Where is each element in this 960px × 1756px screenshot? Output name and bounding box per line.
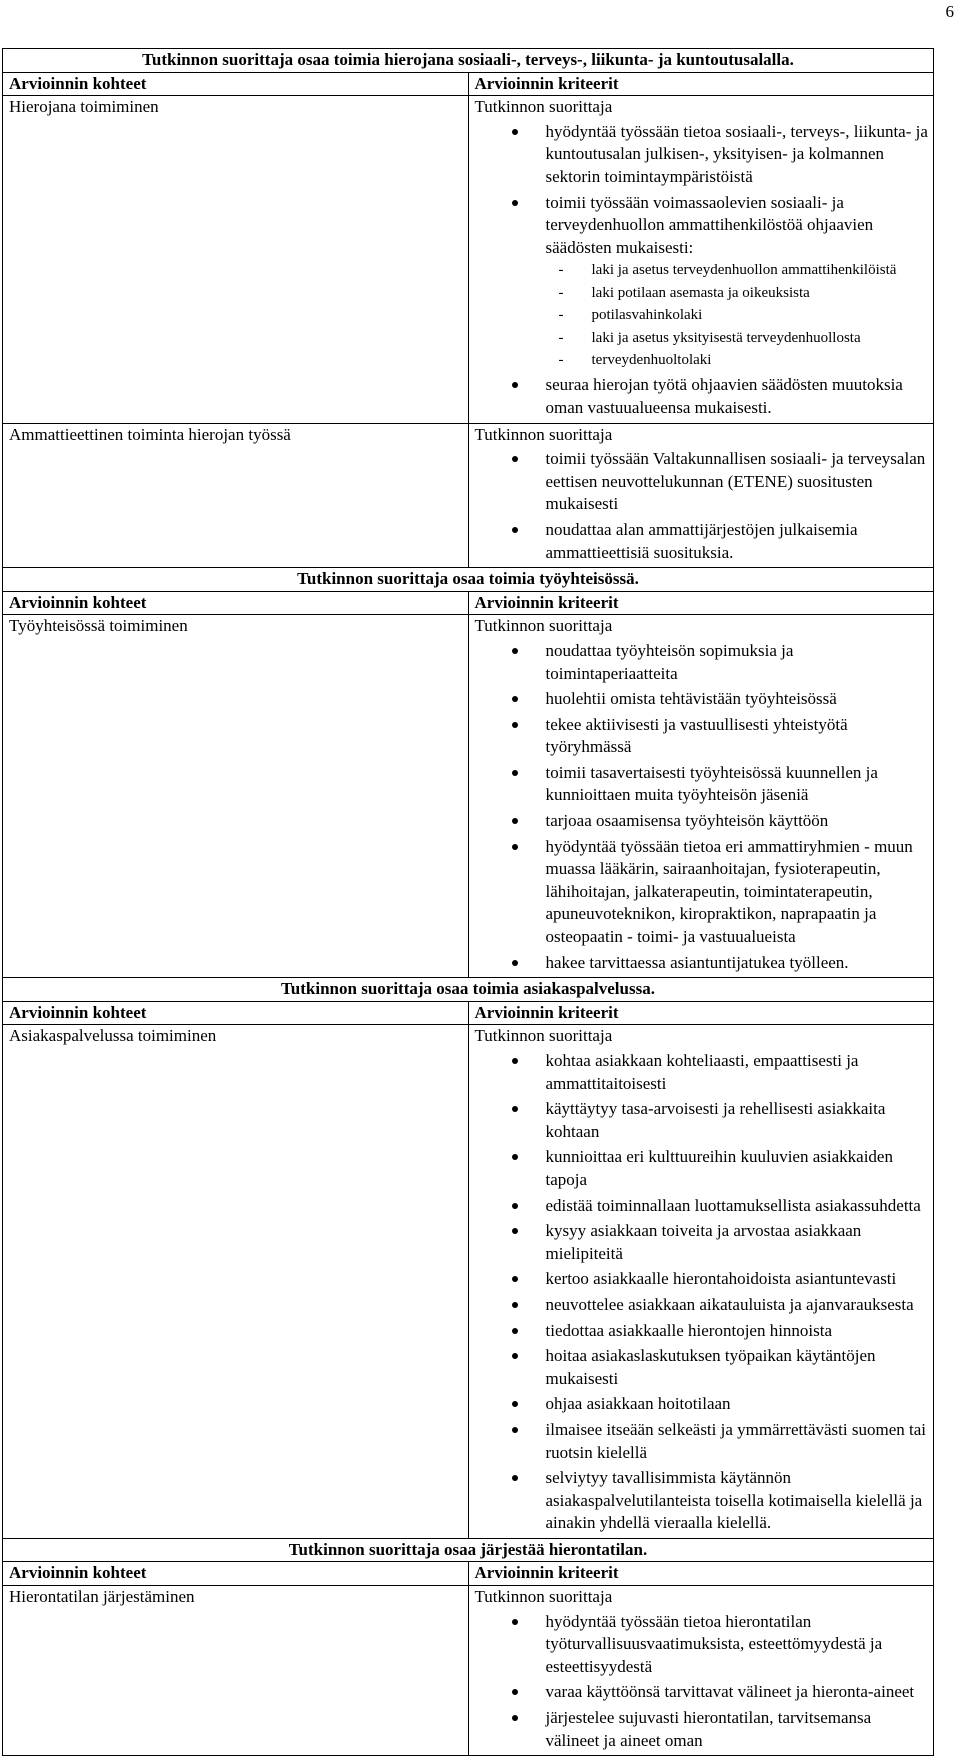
assessment-criteria: [468, 1586, 934, 1756]
bullet-icon: [512, 1401, 518, 1407]
assessment-criteria: [468, 615, 934, 978]
assessment-target: Hierontatilan järjestäminen: [3, 1586, 469, 1756]
criteria-item-text: ilmaisee itseään selkeästi ja ymmärrettävästi suomen tai ruotsin kielellä: [545, 1419, 926, 1462]
criteria-item-text: varaa käyttöönsä tarvittavat välineet ja hieronta-aineet: [545, 1682, 915, 1702]
bullet-icon: [512, 1328, 518, 1334]
criteria-item-text: noudattaa työyhteisön sopimuksia ja toimintaperiaatteita: [545, 640, 794, 683]
criteria-lead: Tutkinnon suorittaja: [474, 97, 613, 117]
page-number: 6: [945, 2, 954, 21]
criteria-item: [475, 1098, 934, 1143]
criteria-item: [475, 688, 934, 711]
criteria-item: [475, 448, 934, 516]
criteria-item: [475, 1320, 934, 1343]
criteria-item-text: toimii työssään voimassaolevien sosiaali- ja terveydenhuollon ammattihenkilöstöä ohjaavien säädösten mukaisesti:: [545, 192, 874, 257]
criteria-item-text: tiedottaa asiakkaalle hierontojen hinnoista: [545, 1320, 833, 1340]
criteria-list: [475, 1611, 934, 1753]
bullet-icon: [512, 1689, 518, 1695]
assessment-target: Asiakaspalvelussa toimiminen: [3, 1025, 469, 1538]
header-assessment-targets: Arvioinnin kohteet: [3, 72, 469, 96]
criteria-row: [3, 96, 934, 423]
bullet-icon: [512, 1475, 518, 1481]
criteria-item-text: hyödyntää työssään tietoa hierontatilan työturvallisuusvaatimuksista, esteettömyydestä ja esteettisyydestä: [545, 1611, 883, 1676]
criteria-item-text: kohtaa asiakkaan kohteliaasti, empaattisesti ja ammattitaitoisesti: [545, 1051, 859, 1093]
criteria-item-text: kertoo asiakkaalle hierontahoidoista asiantuntevasti: [545, 1269, 897, 1289]
bullet-icon: [512, 1106, 518, 1112]
law-item: [546, 259, 930, 281]
header-assessment-criteria: Arvioinnin kriteerit: [468, 591, 934, 615]
bullet-icon: [512, 200, 518, 206]
criteria-item: [475, 1707, 934, 1752]
bullet-icon: [512, 1427, 518, 1433]
criteria-lead: Tutkinnon suorittaja: [474, 616, 613, 636]
criteria-item: [475, 1467, 934, 1535]
criteria-item: [475, 1268, 934, 1291]
section-title-row: [3, 49, 934, 73]
criteria-item-text: hakee tarvittaessa asiantuntijatukea työlleen.: [545, 952, 849, 972]
bullet-icon: [512, 770, 518, 776]
bullet-icon: [512, 456, 518, 462]
dash-icon: -: [558, 262, 564, 279]
criteria-item-text: järjestelee sujuvasti hierontatilan, tarvitsemansa välineet ja aineet oman: [545, 1708, 872, 1750]
assessment-target: Työyhteisössä toimiminen: [3, 615, 469, 978]
criteria-item: [475, 1611, 934, 1679]
criteria-item: [475, 1294, 934, 1317]
bullet-icon: [512, 382, 518, 388]
assessment-target: Ammattieettinen toiminta hierojan työssä: [3, 423, 469, 568]
dash-icon: -: [558, 329, 564, 346]
criteria-item-text: neuvottelee asiakkaan aikatauluista ja ajanvarauksesta: [545, 1294, 914, 1314]
criteria-lead: Tutkinnon suorittaja: [474, 1026, 613, 1046]
law-item: [546, 327, 930, 349]
criteria-item: [475, 1220, 934, 1265]
criteria-item: [475, 714, 934, 759]
criteria-list: [475, 448, 934, 564]
criteria-item-text: seuraa hierojan työtä ohjaavien säädösten muutoksia oman vastuualueensa mukaisesti.: [545, 375, 903, 417]
criteria-item: [475, 1195, 934, 1218]
bullet-icon: [512, 1154, 518, 1160]
assessment-target: Hierojana toimiminen: [3, 96, 469, 423]
criteria-row: [3, 1586, 934, 1756]
law-item-text: laki potilaan asemasta ja oikeuksista: [591, 284, 810, 301]
section-title-row: [3, 1538, 934, 1562]
bullet-icon: [512, 527, 518, 533]
bullet-icon: [512, 960, 518, 966]
bullet-icon: [512, 1203, 518, 1209]
section-title-row: [3, 568, 934, 592]
header-row: [3, 1001, 934, 1025]
bullet-icon: [512, 696, 518, 702]
criteria-list: [475, 640, 934, 974]
criteria-lead: Tutkinnon suorittaja: [474, 1587, 613, 1607]
bullet-icon: [512, 648, 518, 654]
header-assessment-targets: Arvioinnin kohteet: [3, 1001, 469, 1025]
law-item-text: laki ja asetus yksityisestä terveydenhuollosta: [591, 329, 861, 346]
criteria-item: [475, 1146, 934, 1191]
criteria-item-text: selviytyy tavallisimmista käytännön asiakaspalvelutilanteista toisella kotimaisella kielellä ja ainakin yhdellä vieraalla kielellä.: [545, 1468, 923, 1533]
criteria-item-text: tekee aktiivisesti ja vastuullisesti yhteistyötä työryhmässä: [545, 714, 848, 757]
criteria-item: [475, 1050, 934, 1095]
law-item-text: terveydenhuoltolaki: [591, 351, 712, 368]
bullet-icon: [512, 844, 518, 850]
criteria-lead: Tutkinnon suorittaja: [474, 424, 613, 444]
criteria-item: [475, 640, 934, 685]
law-item: [546, 304, 930, 326]
criteria-item-text: tarjoaa osaamisensa työyhteisön käyttöön: [545, 811, 829, 831]
bullet-icon: [512, 1058, 518, 1064]
section-title: Tutkinnon suorittaja osaa toimia asiakaspalvelussa.: [3, 978, 934, 1002]
section-title: Tutkinnon suorittaja osaa toimia hierojana sosiaali-, terveys-, liikunta- ja kuntoutusalalla.: [3, 49, 934, 73]
bullet-icon: [512, 1276, 518, 1282]
criteria-item: [475, 192, 934, 372]
section-title-row: [3, 978, 934, 1002]
criteria-item-text: hyödyntää työssään tietoa sosiaali-, terveys-, liikunta- ja kuntoutusalan julkisen-, yksityisen- ja kolmannen sektorin toimintaympäristöistä: [545, 121, 928, 186]
bullet-icon: [512, 129, 518, 135]
dash-icon: -: [558, 284, 564, 301]
header-row: [3, 72, 934, 96]
criteria-table: [2, 48, 934, 1756]
criteria-item: [475, 374, 934, 419]
criteria-row: [3, 615, 934, 978]
criteria-item: [475, 1419, 934, 1464]
header-assessment-criteria: Arvioinnin kriteerit: [468, 1562, 934, 1586]
criteria-item-text: toimii työssään Valtakunnallisen sosiaali- ja terveysalan eettisen neuvottelukunnan (ETENE) suositusten mukaisesti: [545, 449, 926, 514]
criteria-item: [475, 121, 934, 189]
criteria-item-text: edistää toiminnallaan luottamuksellista asiakassuhdetta: [545, 1195, 921, 1215]
law-item-text: laki ja asetus terveydenhuollon ammattihenkilöistä: [591, 262, 897, 279]
header-row: [3, 1562, 934, 1586]
header-assessment-criteria: Arvioinnin kriteerit: [468, 1001, 934, 1025]
criteria-row: [3, 1025, 934, 1538]
criteria-item-text: käyttäytyy tasa-arvoisesti ja rehellisesti asiakkaita kohtaan: [545, 1099, 886, 1141]
bullet-icon: [512, 1353, 518, 1359]
criteria-item-text: hyödyntää työssään tietoa eri ammattiryhmien - muun muassa lääkärin, sairaanhoitajan, fysioterapeutin, lähihoitajan, jalkaterapeutin, toimintaterapeutin, apuneuvoteknikon, kiropraktikon, naprapaatin ja osteopaatin - toimi- ja vastuualueista: [545, 836, 913, 947]
assessment-criteria: [468, 96, 934, 423]
bullet-icon: [512, 1302, 518, 1308]
law-list: [546, 259, 930, 371]
criteria-item-text: hoitaa asiakaslaskutuksen työpaikan käytäntöjen mukaisesti: [545, 1346, 876, 1388]
criteria-item-text: huolehtii omista tehtävistään työyhteisössä: [545, 689, 837, 709]
criteria-item-text: noudattaa alan ammattijärjestöjen julkaisemia ammattieettisiä suosituksia.: [545, 519, 858, 562]
criteria-list: [475, 121, 934, 420]
criteria-list: [475, 1050, 934, 1535]
criteria-item: [475, 810, 934, 833]
bullet-icon: [512, 1228, 518, 1234]
bullet-icon: [512, 722, 518, 728]
criteria-item-text: ohjaa asiakkaan hoitotilaan: [545, 1394, 731, 1414]
criteria-item: [475, 836, 934, 949]
criteria-item: [475, 1393, 934, 1416]
criteria-item: [475, 519, 934, 564]
criteria-item: [475, 1681, 934, 1704]
bullet-icon: [512, 1715, 518, 1721]
bullet-icon: [512, 818, 518, 824]
assessment-criteria: [468, 1025, 934, 1538]
dash-icon: -: [558, 351, 564, 368]
criteria-row: [3, 423, 934, 568]
criteria-item: [475, 762, 934, 807]
dash-icon: -: [558, 307, 564, 324]
section-title: Tutkinnon suorittaja osaa järjestää hierontatilan.: [3, 1538, 934, 1562]
header-assessment-targets: Arvioinnin kohteet: [3, 591, 469, 615]
criteria-table-body: [3, 49, 934, 1756]
law-item: [546, 282, 930, 304]
assessment-criteria: [468, 423, 934, 568]
criteria-item-text: kysyy asiakkaan toiveita ja arvostaa asiakkaan mielipiteitä: [545, 1221, 862, 1263]
bullet-icon: [512, 1619, 518, 1625]
criteria-item-text: kunnioittaa eri kulttuureihin kuuluvien asiakkaiden tapoja: [545, 1147, 893, 1189]
law-item-text: potilasvahinkolaki: [591, 307, 703, 324]
header-assessment-targets: Arvioinnin kohteet: [3, 1562, 469, 1586]
criteria-item: [475, 1345, 934, 1390]
header-assessment-criteria: Arvioinnin kriteerit: [468, 72, 934, 96]
law-item: [546, 349, 930, 371]
section-title: Tutkinnon suorittaja osaa toimia työyhteisössä.: [3, 568, 934, 592]
criteria-item-text: toimii tasavertaisesti työyhteisössä kuunnellen ja kunnioittaen muita työyhteisön jäseniä: [545, 762, 878, 805]
criteria-item: [475, 952, 934, 975]
header-row: [3, 591, 934, 615]
